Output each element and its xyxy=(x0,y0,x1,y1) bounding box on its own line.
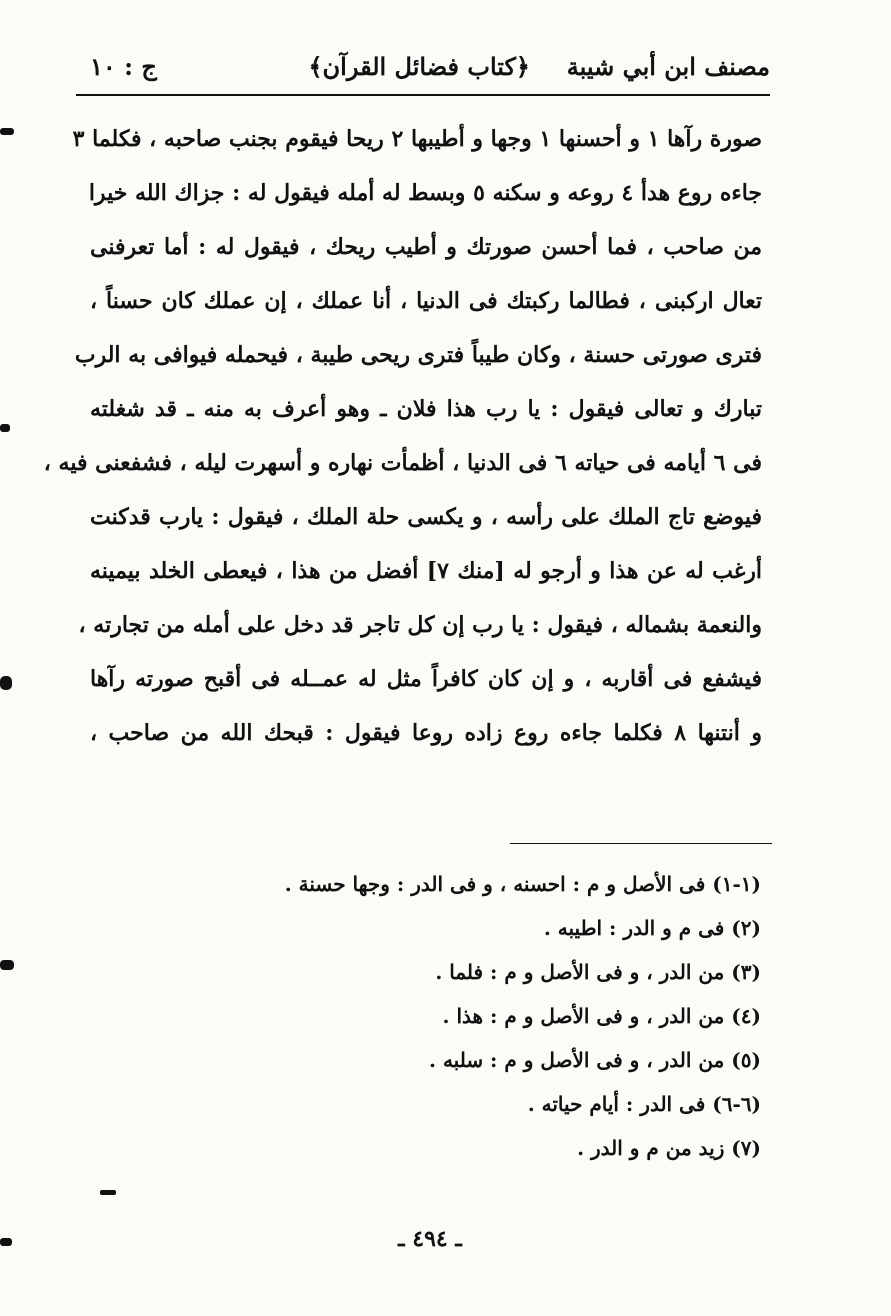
footnote: (١-١) فى الأصل و م : احسنه ، و فى الدر : وجها حسنة . xyxy=(284,872,761,896)
text-line: من صاحب ، فما أحسن صورتك و أطيب ريحك ، فيقول له : أما تعرفنى xyxy=(90,234,762,260)
scan-mark xyxy=(0,676,12,690)
footnote: (٣) من الدر ، و فى الأصل و م : فلما . xyxy=(435,960,761,984)
text-line: و أنتنها ٨ فكلما جاءه روع زاده روعا فيقول : قبحك الله من صاحب ، xyxy=(90,720,762,746)
scan-mark xyxy=(0,424,10,432)
section-title: ﴿كتاب فضائل القرآن﴾ xyxy=(308,52,530,81)
footnotes xyxy=(161,862,761,1170)
text-line: جاءه روع هدأ ٤ روعه و سكنه ٥ وبسط له أمله فيقول له : جزاك الله خيرا xyxy=(88,180,762,206)
footnote: (٥) من الدر ، و فى الأصل و م : سلبه . xyxy=(429,1048,761,1072)
page-number: ـ ٤٩٤ ـ xyxy=(398,1226,462,1252)
footnote: (٧) زيد من م و الدر . xyxy=(577,1136,761,1160)
volume-number: ج : ١٠ xyxy=(90,52,157,81)
scan-mark xyxy=(0,960,14,970)
text-line: فيشفع فى أقاربه ، و إن كان كافراً مثل له عمــله فى أقبح صورته رآها xyxy=(90,666,762,692)
header-rule xyxy=(76,94,770,96)
text-line: تبارك و تعالى فيقول : يا رب هذا فلان ـ وهو أعرف به منه ـ قد شغلته xyxy=(90,396,762,422)
text-line: أرغب له عن هذا و أرجو له [منك ٧] أفضل من هذا ، فيعطى الخلد بيمينه xyxy=(90,558,762,584)
text-line: فى ٦ أيامه فى حياته ٦ فى الدنيا ، أظمأت نهاره و أسهرت ليله ، فشفعنى فيه ، xyxy=(43,450,762,476)
text-line: فيوضع تاج الملك على رأسه ، و يكسى حلة الملك ، فيقول : يارب قدكنت xyxy=(90,504,762,530)
scan-mark xyxy=(0,128,14,135)
scan-mark xyxy=(0,1238,12,1246)
main-text xyxy=(43,112,762,760)
text-line: فترى صورتى حسنة ، وكان طيباً فترى ريحى طيبة ، فيحمله فيوافى به الرب xyxy=(74,342,762,368)
book-title: مصنف ابن أبي شيبة xyxy=(566,52,770,81)
running-header xyxy=(80,44,770,92)
footnote: (٤) من الدر ، و فى الأصل و م : هذا . xyxy=(442,1004,761,1028)
footnote-rule xyxy=(510,843,772,844)
text-line: صورة رآها ١ و أحسنها ١ وجها و أطيبها ٢ ريحا فيقوم بجنب صاحبه ، فكلما ٣ xyxy=(72,126,762,152)
footnote: (٢) فى م و الدر : اطيبه . xyxy=(543,916,761,940)
scan-mark xyxy=(100,1190,116,1195)
footnote: (٦-٦) فى الدر : أيام حياته . xyxy=(527,1092,761,1116)
text-line: والنعمة بشماله ، فيقول : يا رب إن كل تاجر قد دخل على أمله من تجارته ، xyxy=(78,612,762,638)
text-line: تعال اركبنى ، فطالما ركبتك فى الدنيا ، أنا عملك ، إن عملك كان حسناً ، xyxy=(90,288,762,314)
